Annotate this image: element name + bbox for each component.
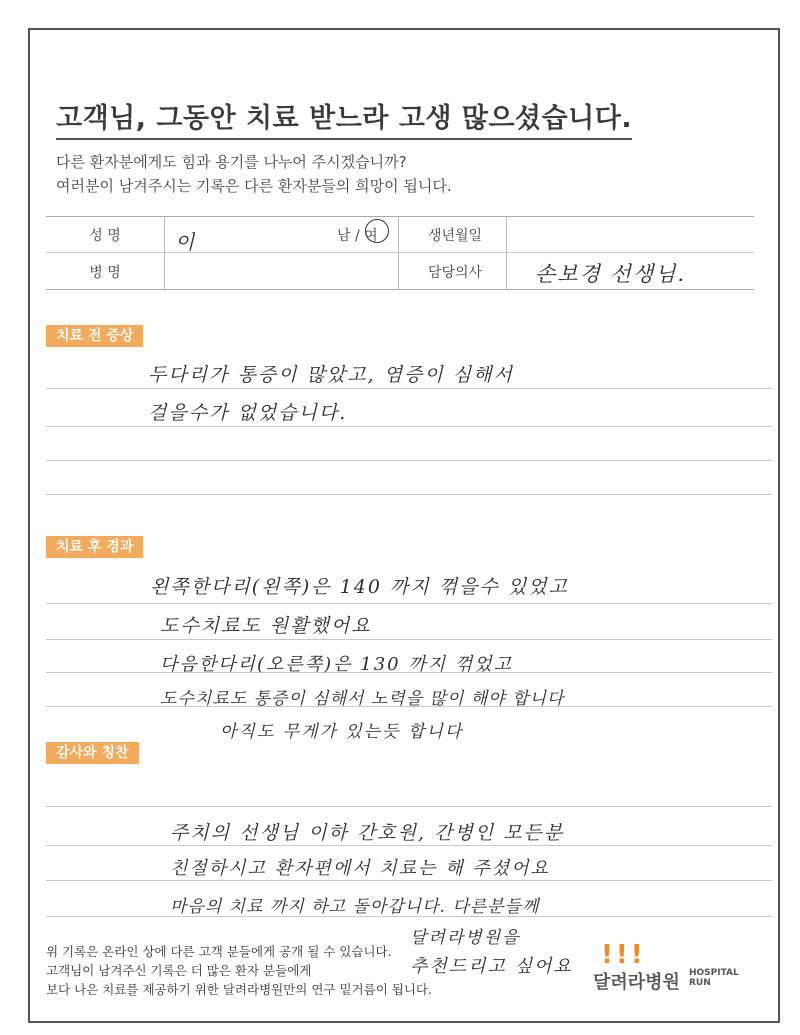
logo-name-ko: 달려라병원 <box>593 972 680 993</box>
after-line-1[interactable]: 왼쪽한다리(왼쪽)은 140 까지 꺾을수 있었고 <box>150 576 569 598</box>
table-top-line <box>46 216 754 217</box>
intro-line-1: 다른 환자분에게도 힘과 용기를 나누어 주시겠습니까? <box>56 153 407 171</box>
writing-rule <box>46 460 772 461</box>
footer-line-3: 보다 나은 치료를 제공하기 위한 달려라병원만의 연구 밑거름이 됩니다. <box>46 982 432 997</box>
page-title: 고객님, 그동안 치료 받느라 고생 많으셨습니다. <box>56 96 632 140</box>
gender-circle-mark <box>365 219 389 243</box>
before-line-2[interactable]: 걸을수가 없었습니다. <box>148 402 348 424</box>
writing-rule <box>46 426 772 427</box>
thanks-line-5[interactable]: 추천드리고 싶어요 <box>410 956 573 977</box>
thanks-line-3[interactable]: 마음의 치료 까지 하고 돌아갑니다. 다른분들께 <box>170 897 540 917</box>
table-mid-line <box>46 252 754 253</box>
table-bottom-line <box>46 289 754 290</box>
writing-rule <box>46 806 772 807</box>
table-divider <box>164 216 165 289</box>
after-line-2[interactable]: 도수치료도 원활했어요 <box>160 615 372 637</box>
thanks-line-4[interactable]: 달려라병원을 <box>410 928 521 948</box>
thanks-line-2[interactable]: 친절하시고 환자편에서 치료는 해 주셨어요 <box>170 858 550 879</box>
doctor-value[interactable]: 손보경 선생님. <box>535 262 687 286</box>
table-divider <box>506 216 507 289</box>
writing-rule <box>46 880 772 881</box>
logo-name-en <box>689 968 739 988</box>
footer-line-1: 위 기록은 온라인 상에 다른 고객 분들에게 공개 될 수 있습니다. <box>46 944 392 959</box>
writing-rule <box>46 603 772 604</box>
after-line-4[interactable]: 도수치료도 통증이 심해서 노력을 많이 해야 합니다 <box>160 689 565 709</box>
logo-mark-icon: !!! <box>601 940 646 970</box>
table-divider <box>398 216 399 289</box>
gender-label: 남 / 여 <box>337 228 378 244</box>
after-line-3[interactable]: 다음한다리(오른쪽)은 130 까지 꺾었고 <box>160 654 513 675</box>
writing-rule <box>46 388 772 389</box>
writing-rule <box>46 639 772 640</box>
logo-name-en-line1: HOSPITAL <box>689 968 739 978</box>
footer-line-2: 고객님이 남겨주신 기록은 더 많은 환자 분들에게 <box>46 963 312 978</box>
thanks-line-1[interactable]: 주치의 선생님 이하 간호원, 간병인 모든분 <box>170 822 565 844</box>
name-value[interactable]: 이 <box>175 230 197 254</box>
writing-rule <box>46 845 772 846</box>
before-line-1[interactable]: 두다리가 통증이 많았고, 염증이 심해서 <box>148 364 514 386</box>
after-line-5[interactable]: 아직도 무게가 있는듯 합니다 <box>220 722 464 742</box>
doctor-label: 담당의사 <box>427 265 483 281</box>
writing-rule <box>46 494 772 495</box>
section-after-label: 치료 후 경과 <box>46 536 143 558</box>
intro-line-2: 여러분이 남겨주시는 기록은 다른 환자분들의 희망이 됩니다. <box>56 177 452 195</box>
name-label: 성 명 <box>89 228 121 244</box>
logo-name-en-line2: RUN <box>689 978 711 988</box>
disease-label: 병 명 <box>89 265 121 281</box>
section-before-label: 치료 전 증상 <box>46 325 143 347</box>
birth-label: 생년월일 <box>427 228 483 244</box>
hospital-logo <box>593 940 743 1000</box>
section-thanks-label: 감사와 칭찬 <box>46 742 139 764</box>
